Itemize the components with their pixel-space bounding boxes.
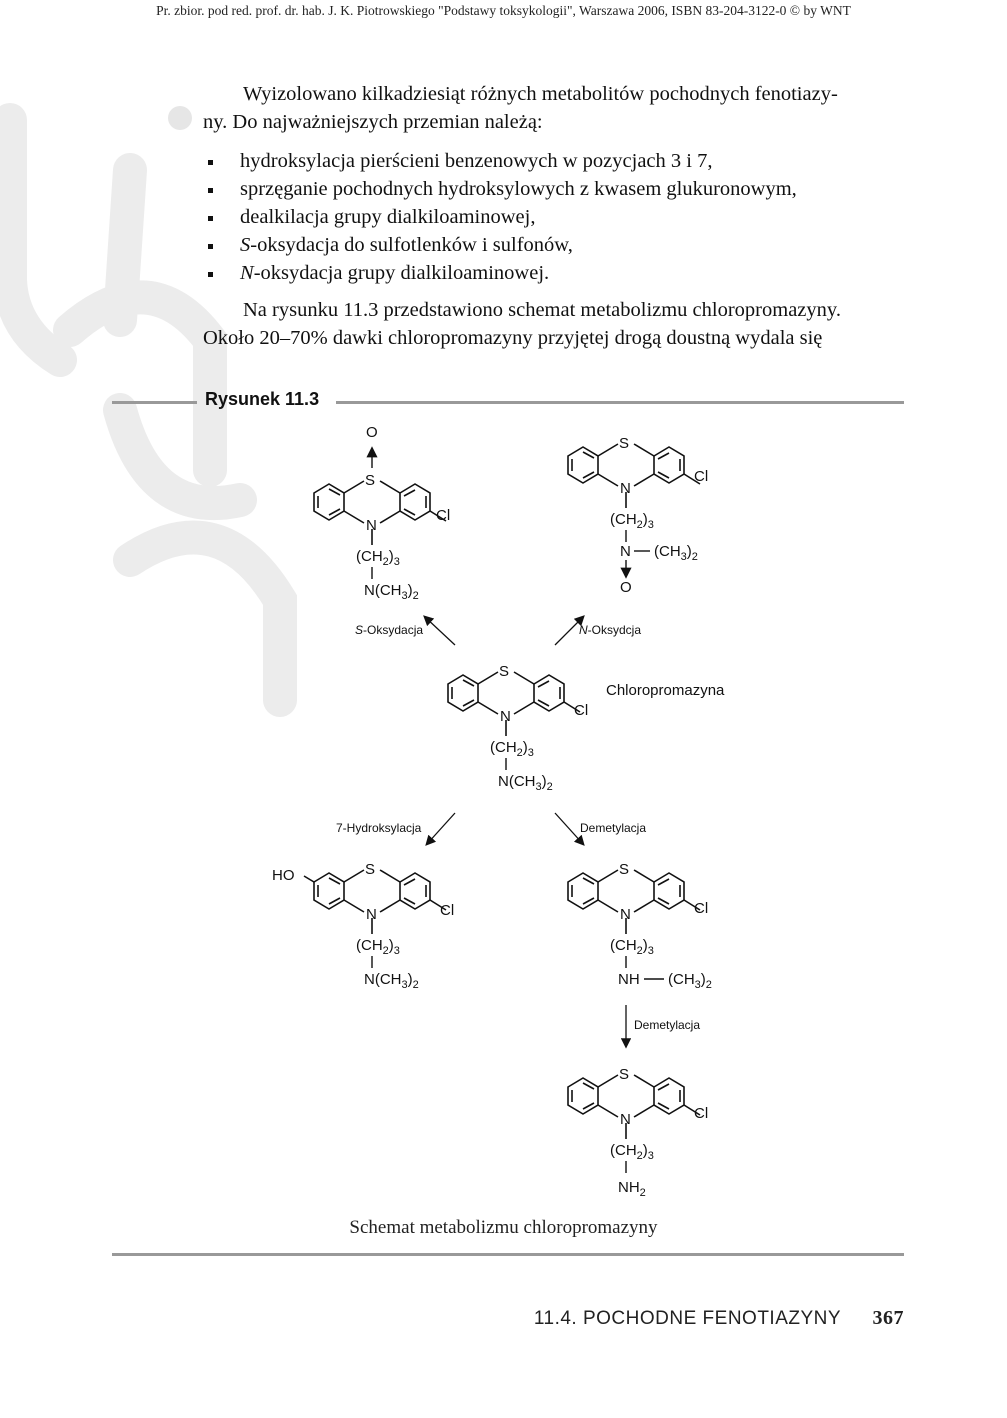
svg-text:(CH2)3: $(CH_2)_3$ bbox=[490, 739, 534, 759]
s-oxidation-arrow bbox=[425, 617, 455, 645]
n-oxidation-label: N-Oksydcja bbox=[579, 623, 642, 637]
svg-text:Cl: Cl bbox=[694, 900, 709, 917]
svg-text:S: S bbox=[499, 663, 510, 680]
svg-text:Cl: Cl bbox=[574, 702, 589, 719]
list-item: hydroksylacja pierścieni benzenowych w pozycjach 3 i 7, bbox=[203, 147, 797, 175]
svg-text:O: O bbox=[620, 579, 632, 596]
svg-text:N: N bbox=[366, 517, 377, 534]
svg-text:Cl: Cl bbox=[694, 468, 709, 485]
demethylation-label-2: Demetylacja bbox=[634, 1018, 701, 1032]
svg-text:(CH3)2: $(CH_3)_2$ bbox=[668, 971, 712, 991]
intro-line-1: Wyizolowano kilkadziesiąt różnych metabolitów pochodnych fenotiazy- bbox=[243, 83, 838, 105]
svg-text:(CH2)3: $(CH_2)_3$ bbox=[356, 548, 400, 568]
bottom-rule bbox=[112, 1253, 904, 1256]
page-number: 367 bbox=[872, 1307, 904, 1329]
svg-text:Cl: Cl bbox=[436, 507, 451, 524]
hydroxylation-label: 7-Hydroksylacja bbox=[336, 821, 422, 835]
demethylation-arrow-1 bbox=[555, 813, 583, 844]
list-item: dealkilacja grupy dialkiloaminowej, bbox=[203, 203, 797, 231]
chlorpromazine-name: Chloropromazyna bbox=[606, 682, 725, 699]
svg-text:(CH2)3: $(CH_2)_3$ bbox=[356, 937, 400, 957]
svg-text:S: S bbox=[619, 861, 630, 878]
n-oxide-structure bbox=[568, 435, 708, 596]
list-item: sprzęganie pochodnych hydroksylowych z kwasem glukuronowym, bbox=[203, 175, 797, 203]
sulfoxide-structure bbox=[314, 424, 450, 602]
svg-text:Cl: Cl bbox=[440, 902, 455, 919]
list-item: N-oksydacja grupy dialkiloaminowej. bbox=[203, 259, 797, 287]
para2-line-2: Około 20–70% dawki chloropromazyny przyjętej drogą doustną wydala się bbox=[203, 327, 823, 349]
page-footer bbox=[534, 1307, 904, 1330]
svg-text:(CH2)3: $(CH_2)_3$ bbox=[610, 511, 654, 531]
svg-text:N(CH3)2: $N(CH_3)_2$ bbox=[498, 773, 553, 793]
svg-text:NH2: $NH_2$ bbox=[618, 1179, 646, 1199]
figure-label: Rysunek 11.3 bbox=[205, 389, 320, 409]
svg-text:NH: NH bbox=[618, 971, 640, 988]
section-title: 11.4. POCHODNE FENOTIAZYNY bbox=[533, 1308, 841, 1329]
svg-text:N: N bbox=[366, 906, 377, 923]
svg-text:S: S bbox=[365, 472, 376, 489]
svg-text:HO: HO bbox=[272, 867, 295, 884]
list-item: S-oksydacja do sulfotlenków i sulfonów, bbox=[203, 231, 797, 259]
page-header-citation: Pr. zbior. pod red. prof. dr. hab. J. K. Piotrowskiego "Podstawy toksykologii", Warszawa 2006, ISBN 83-204-3122-0 © by WNT bbox=[156, 3, 851, 18]
svg-text:O: O bbox=[366, 424, 378, 441]
hydroxylation-arrow bbox=[427, 813, 455, 844]
hydroxy-structure bbox=[272, 861, 454, 991]
chlorpromazine-structure bbox=[448, 663, 588, 793]
svg-text:N(CH3)2: $N(CH_3)_2$ bbox=[364, 971, 419, 991]
svg-text:N(CH3)2: $N(CH_3)_2$ bbox=[364, 582, 419, 602]
svg-text:N: N bbox=[620, 543, 631, 560]
svg-text:N: N bbox=[620, 1111, 631, 1128]
para2-line-1: Na rysunku 11.3 przedstawiono schemat metabolizmu chloropromazyny. bbox=[243, 299, 841, 321]
svg-text:S: S bbox=[619, 435, 630, 452]
intro-line-2: ny. Do najważniejszych przemian należą: bbox=[203, 111, 543, 133]
svg-text:(CH2)3: $(CH_2)_3$ bbox=[610, 937, 654, 957]
svg-text:N: N bbox=[500, 708, 511, 725]
svg-text:N: N bbox=[620, 480, 631, 497]
demethylation-label-1: Demetylacja bbox=[580, 821, 647, 835]
svg-text:S: S bbox=[365, 861, 376, 878]
svg-text:N: N bbox=[620, 906, 631, 923]
didesmethyl-structure bbox=[568, 1066, 708, 1199]
s-oxidation-label: S-Oksydacja bbox=[355, 623, 424, 637]
svg-text:S: S bbox=[619, 1066, 630, 1083]
figure-caption: Schemat metabolizmu chloropromazyny bbox=[349, 1217, 658, 1238]
svg-text:Cl: Cl bbox=[694, 1105, 709, 1122]
desmethyl-structure bbox=[568, 861, 712, 991]
svg-text:(CH3)2: $(CH_3)_2$ bbox=[654, 543, 698, 563]
svg-text:(CH2)3: $(CH_2)_3$ bbox=[610, 1142, 654, 1162]
